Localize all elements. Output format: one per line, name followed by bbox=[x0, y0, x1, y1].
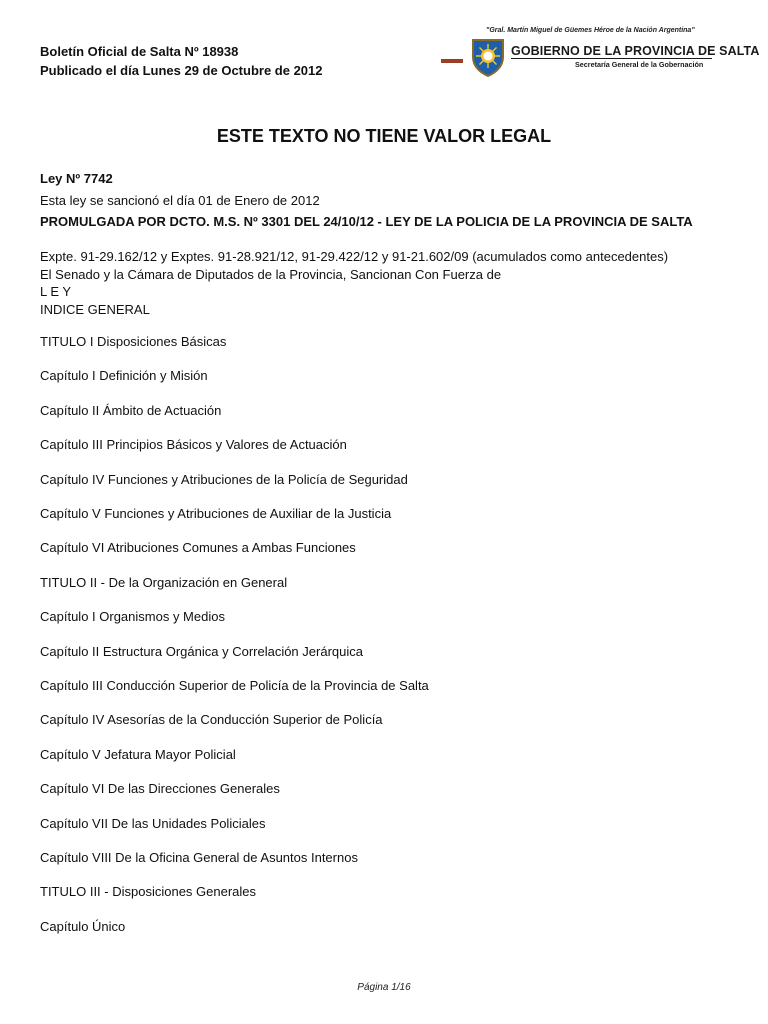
bulletin-number: Boletín Oficial de Salta Nº 18938 bbox=[40, 44, 239, 59]
index-item: Capítulo VII De las Unidades Policiales bbox=[40, 815, 266, 831]
index-item: Capítulo VI De las Direcciones Generales bbox=[40, 781, 280, 797]
index-item: Capítulo I Definición y Misión bbox=[40, 368, 208, 384]
index-item: Capítulo IV Funciones y Atribuciones de la Policía de Seguridad bbox=[40, 471, 408, 487]
index-item: TITULO III - Disposiciones Generales bbox=[40, 884, 257, 900]
logo-accent-bar bbox=[441, 59, 463, 63]
index-item: Capítulo III Conducción Superior de Policía de la Provincia de Salta bbox=[40, 678, 429, 693]
index-item: Capítulo V Jefatura Mayor Policial bbox=[40, 746, 236, 762]
publication-date: Publicado el día Lunes 29 de Octubre de 2012 bbox=[40, 63, 323, 78]
expte-line: Expte. 91-29.162/12 y Exptes. 91-28.921/12, 91-29.422/12 y 91-21.602/09 (acumulados como antecedentes) bbox=[40, 249, 669, 264]
index-item: Capítulo II Ámbito de Actuación bbox=[40, 402, 222, 418]
index-item: Capítulo Único bbox=[40, 918, 126, 934]
promulgation-line: PROMULGADA POR DCTO. M.S. Nº 3301 DEL 24/10/12 - LEY DE LA POLICIA DE LA PROVINCIA DE SALTA bbox=[40, 214, 693, 229]
ley-line: L E Y bbox=[40, 284, 72, 299]
index-item: Capítulo IV Asesorías de la Conducción Superior de Policía bbox=[40, 712, 383, 728]
index-item: Capítulo III Principios Básicos y Valores de Actuación bbox=[40, 437, 347, 453]
government-subtitle: Secretaría General de la Gobernación bbox=[575, 60, 704, 69]
index-item: Capítulo II Estructura Orgánica y Correlación Jerárquica bbox=[40, 643, 363, 659]
index-item: Capítulo VI Atribuciones Comunes a Ambas Funciones bbox=[40, 540, 356, 556]
page-number: Página 1/16 bbox=[357, 982, 411, 993]
index-title: INDICE GENERAL bbox=[40, 301, 150, 317]
logo-divider bbox=[511, 58, 712, 59]
logo-motto: "Gral. Martín Miguel de Güemes Héroe de la Nación Argentina" bbox=[486, 27, 695, 34]
provincial-coat-of-arms-icon bbox=[470, 37, 506, 77]
index-item: TITULO II - De la Organización en General bbox=[40, 574, 288, 590]
preamble bbox=[40, 248, 668, 318]
senate-line: El Senado y la Cámara de Diputados de la Provincia, Sancionan Con Fuerza de bbox=[40, 266, 502, 282]
index-item: Capítulo V Funciones y Atribuciones de Auxiliar de la Justicia bbox=[40, 506, 392, 521]
legal-notice-heading: ESTE TEXTO NO TIENE VALOR LEGAL bbox=[216, 126, 552, 146]
index-item: Capítulo VIII De la Oficina General de Asuntos Internos bbox=[40, 850, 358, 865]
bulletin-header bbox=[40, 42, 322, 80]
sanction-date: Esta ley se sancionó el día 01 de Enero de 2012 bbox=[40, 193, 320, 208]
index-item: TITULO I Disposiciones Básicas bbox=[40, 334, 227, 349]
law-number: Ley Nº 7742 bbox=[40, 171, 113, 186]
government-title: GOBIERNO DE LA PROVINCIA DE SALTA bbox=[511, 44, 760, 58]
index-item: Capítulo I Organismos y Medios bbox=[40, 609, 225, 625]
